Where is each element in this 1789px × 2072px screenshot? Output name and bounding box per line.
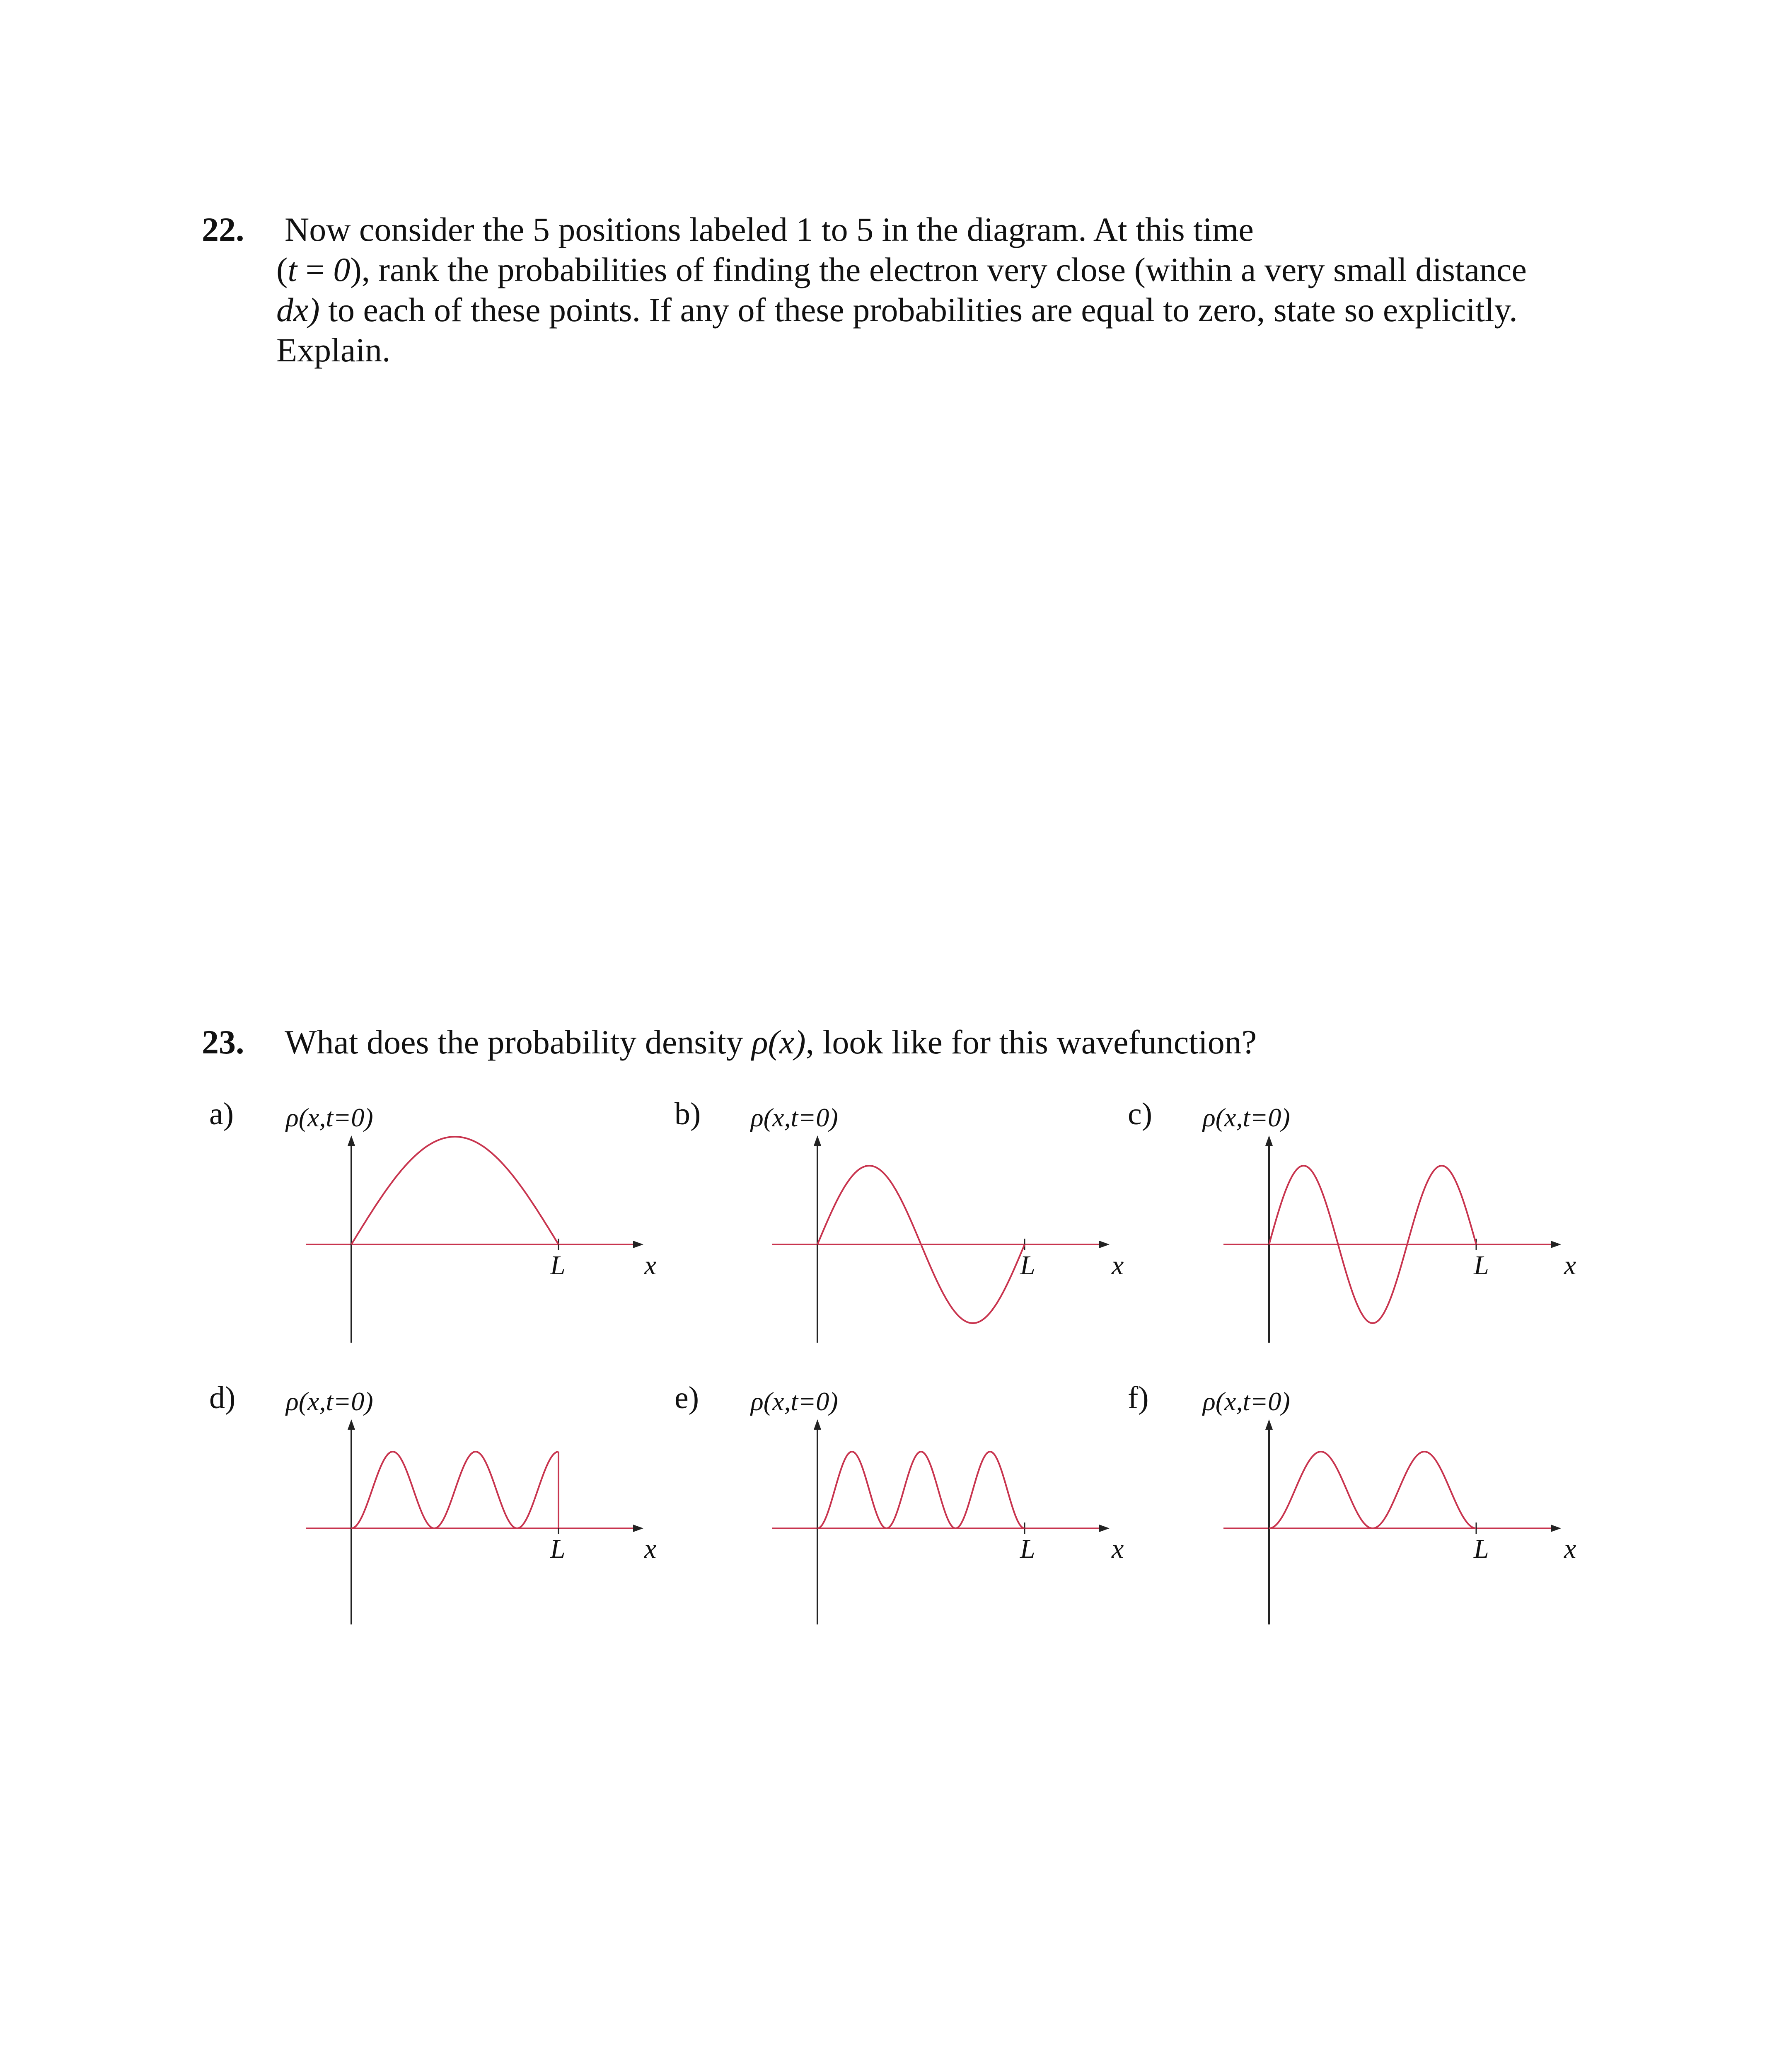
option-e-ylabel: ρ(x,t=0) <box>751 1387 838 1416</box>
option-a-x-label: x <box>644 1250 657 1280</box>
option-c-label: c) <box>1128 1097 1153 1131</box>
option-a-label: a) <box>209 1097 234 1131</box>
option-c-ylabel: ρ(x,t=0) <box>1203 1103 1290 1132</box>
option-c-y-arrow-icon <box>1265 1135 1273 1146</box>
option-a-ylabel: ρ(x,t=0) <box>286 1103 373 1132</box>
option-a-y-arrow-icon <box>348 1135 355 1146</box>
option-c-L-label: L <box>1474 1250 1489 1280</box>
question-22-line-1: Now consider the 5 positions labeled 1 to 5 in the diagram. At this time <box>285 211 1254 248</box>
question-22-line-2: (t = 0), rank the probabilities of finding the electron very close (within a very small distance <box>276 251 1527 288</box>
option-f-label: f) <box>1128 1380 1149 1415</box>
question-22-number: 22. <box>202 211 244 248</box>
option-f-ylabel: ρ(x,t=0) <box>1203 1387 1290 1416</box>
option-e-y-arrow-icon <box>814 1419 821 1430</box>
option-a-x-arrow-icon <box>633 1241 643 1248</box>
option-c-x-label: x <box>1564 1250 1576 1280</box>
option-d-label: d) <box>209 1380 236 1415</box>
question-22-line-3: dx) to each of these points. If any of these probabilities are equal to zero, state so explicitly. <box>276 291 1518 329</box>
option-d-x-label: x <box>644 1534 657 1564</box>
option-a-curve <box>351 1137 558 1244</box>
option-d-curve <box>351 1452 558 1528</box>
option-b-x-label: x <box>1112 1250 1124 1280</box>
option-e-label: e) <box>675 1380 699 1415</box>
question-23-text: What does the probability density ρ(x), look like for this wavefunction? <box>285 1023 1257 1061</box>
option-f-y-arrow-icon <box>1265 1419 1273 1430</box>
option-f-x-label: x <box>1564 1534 1576 1564</box>
option-d-x-arrow-icon <box>633 1525 643 1532</box>
option-d-ylabel: ρ(x,t=0) <box>286 1387 373 1416</box>
option-e-x-arrow-icon <box>1099 1525 1110 1532</box>
option-f-L-label: L <box>1474 1534 1489 1564</box>
option-e-L-label: L <box>1020 1534 1035 1564</box>
option-b-x-arrow-icon <box>1099 1241 1110 1248</box>
option-b-L-label: L <box>1020 1250 1035 1280</box>
option-f-x-arrow-icon <box>1551 1525 1561 1532</box>
option-b-y-arrow-icon <box>814 1135 821 1146</box>
option-b-label: b) <box>675 1097 701 1131</box>
option-b-ylabel: ρ(x,t=0) <box>751 1103 838 1132</box>
option-d-L-label: L <box>550 1534 566 1564</box>
question-23-number: 23. <box>202 1023 244 1061</box>
option-f-curve <box>1269 1452 1476 1528</box>
option-e-curve <box>817 1452 1025 1528</box>
question-22-line-4: Explain. <box>276 331 391 369</box>
option-e-x-label: x <box>1112 1534 1124 1564</box>
option-a-L-label: L <box>550 1250 566 1280</box>
option-c-x-arrow-icon <box>1551 1241 1561 1248</box>
option-d-y-arrow-icon <box>348 1419 355 1430</box>
